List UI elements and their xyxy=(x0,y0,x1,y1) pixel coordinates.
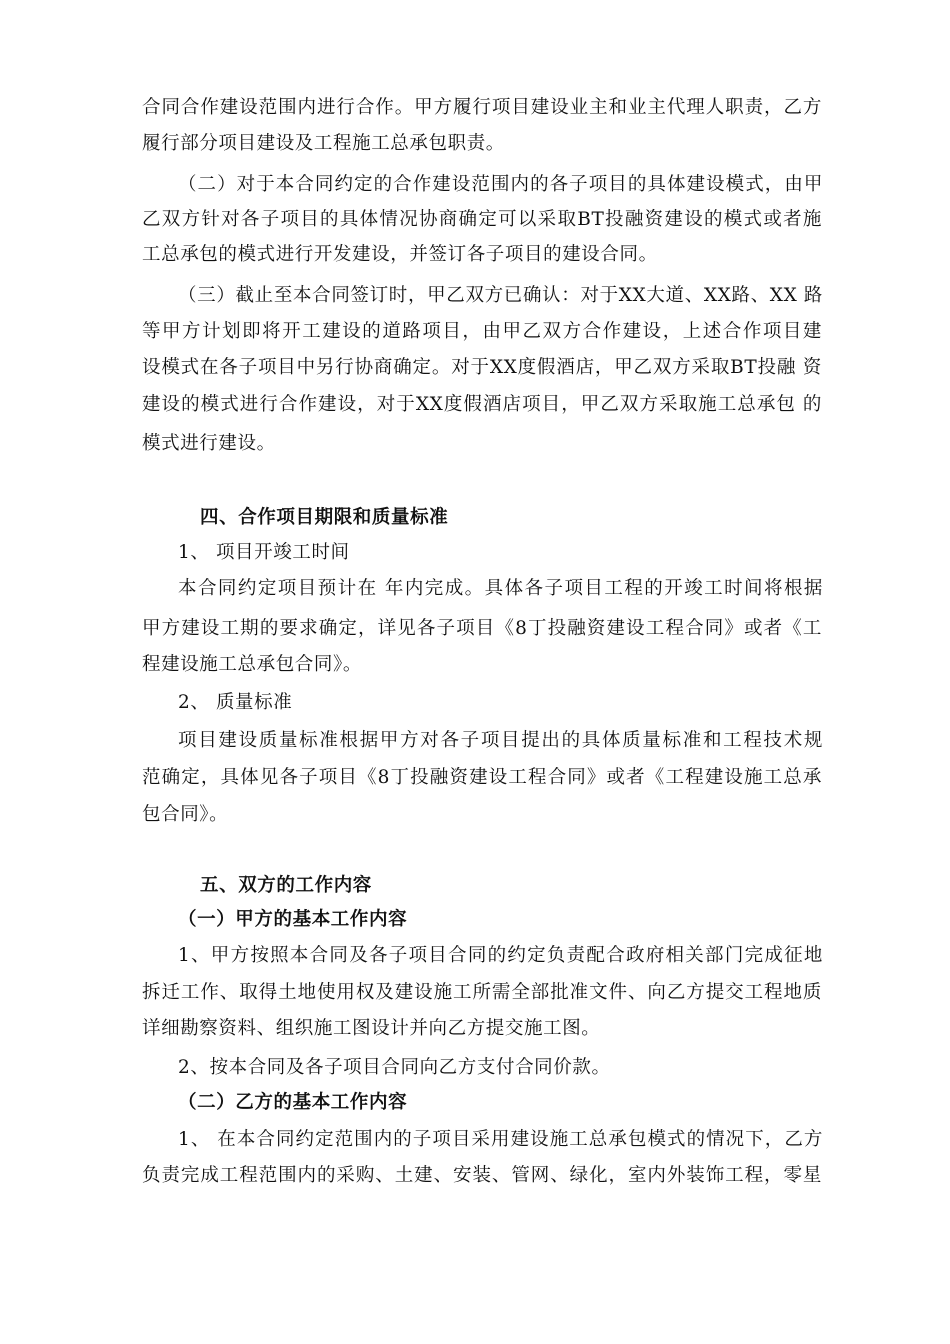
paragraph-line: 程建设施工总承包合同》。 xyxy=(142,654,362,675)
paragraph-line: 甲方建设工期的要求确定，详见各子项目《8丁投融资建设工程合同》或者《工 xyxy=(142,618,822,639)
list-item-label: 2、 质量标准 xyxy=(178,692,293,713)
paragraph-line: 工总承包的模式进行开发建设，并签订各子项目的建设合同。 xyxy=(142,244,658,265)
paragraph-line: （三）截止至本合同签订时，甲乙双方已确认：对于XX大道、XX路、XX 路 xyxy=(178,285,823,306)
paragraph-line: 项目建设质量标准根据甲方对各子项目提出的具体质量标准和工程技术规 xyxy=(178,730,823,751)
paragraph-line: （二）对于本合同约定的合作建设范围内的各子项目的具体建设模式，由甲 xyxy=(178,174,823,195)
paragraph-line: 设模式在各子项目中另行协商确定。对于XX度假酒店，甲乙双方采取BT投融 资 xyxy=(142,357,822,378)
section-heading: 四、合作项目期限和质量标准 xyxy=(200,507,449,528)
paragraph-line: 范确定，具体见各子项目《8丁投融资建设工程合同》或者《工程建设施工总承 xyxy=(142,767,822,788)
paragraph-line: 履行部分项目建设及工程施工总承包职责。 xyxy=(142,133,505,154)
subsection-heading: （一）甲方的基本工作内容 xyxy=(178,909,408,930)
paragraph-line: 模式进行建设。 xyxy=(142,433,276,454)
paragraph-line: 拆迁工作、取得土地使用权及建设施工所需全部批准文件、向乙方提交工程地质 xyxy=(142,982,822,1003)
paragraph-line: 详细勘察资料、组织施工图设计并向乙方提交施工图。 xyxy=(142,1018,601,1039)
paragraph-line: 负责完成工程范围内的采购、土建、安装、管网、绿化，室内外装饰工程，零星 xyxy=(142,1165,822,1186)
paragraph-line: 2、按本合同及各子项目合同向乙方支付合同价款。 xyxy=(178,1057,611,1078)
subsection-heading: （二）乙方的基本工作内容 xyxy=(178,1092,408,1113)
paragraph-line: 本合同约定项目预计在 年内完成。具体各子项目工程的开竣工时间将根据 xyxy=(178,578,823,599)
paragraph-line: 1、甲方按照本合同及各子项目合同的约定负责配合政府相关部门完成征地 xyxy=(178,945,823,966)
paragraph-line: 建设的模式进行合作建设，对于XX度假酒店项目，甲乙双方采取施工总承包 的 xyxy=(142,394,822,415)
section-heading: 五、双方的工作内容 xyxy=(200,875,372,896)
paragraph-line: 合同合作建设范围内进行合作。甲方履行项目建设业主和业主代理人职责，乙方 xyxy=(142,97,822,118)
paragraph-line: 乙双方针对各子项目的具体情况协商确定可以采取BT投融资建设的模式或者施 xyxy=(142,209,822,230)
paragraph-line: 1、 在本合同约定范围内的子项目采用建设施工总承包模式的情况下，乙方 xyxy=(178,1129,823,1150)
paragraph-line: 等甲方计划即将开工建设的道路项目，由甲乙双方合作建设，上述合作项目建 xyxy=(142,321,822,342)
list-item-label: 1、 项目开竣工时间 xyxy=(178,542,350,563)
paragraph-line: 包合同》。 xyxy=(142,804,229,825)
